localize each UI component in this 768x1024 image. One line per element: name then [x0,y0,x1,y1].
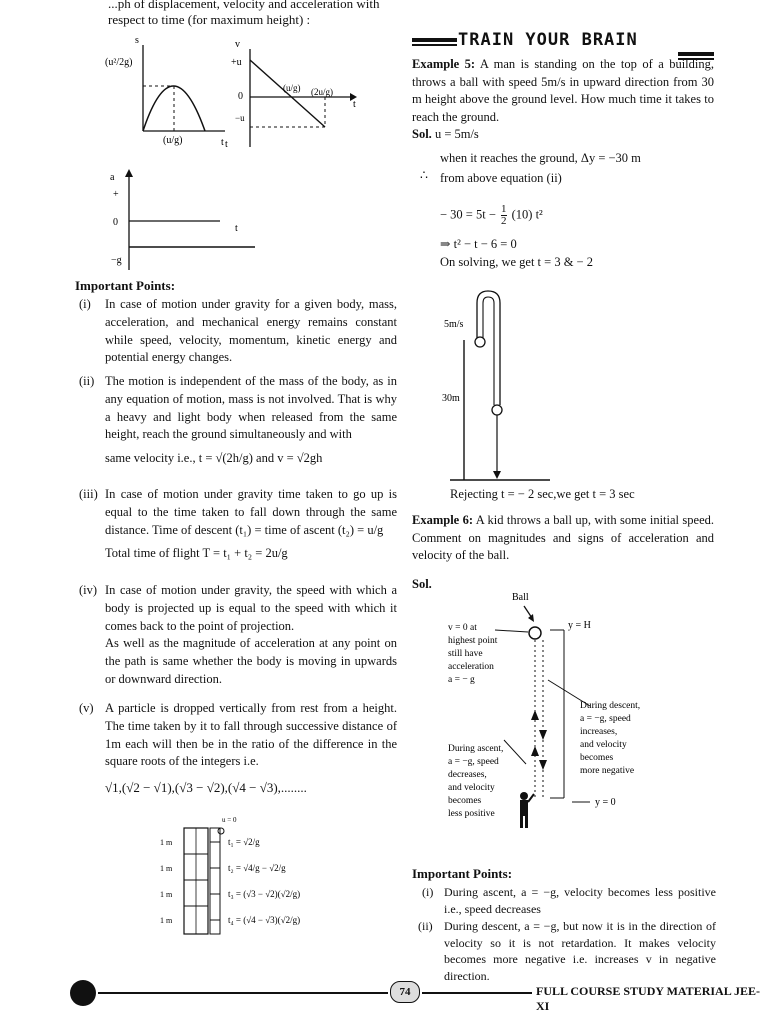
top-heading [108,0,379,28]
example-6-text: A kid throws a ball up, with some initial speed. Comment on magnitudes and signs of acceleration and velocity of the ball. [412,513,714,562]
page-number: 74 [390,981,420,1003]
point-i-text: In case of motion under gravity for a given body, mass, acceleration, and mechanical energy remains constant while speed, velocity, momentum, kinetic energy and potential energy changes. [105,297,397,365]
ladder-u0: u = 0 [222,816,237,824]
right-3: and velocity [580,740,627,750]
solution-5-line2: from above equation (ii) [440,171,562,185]
s-peak-label: (u²/2g) [105,57,133,68]
s-t-label: t [221,137,224,148]
point-ii-text: The motion is independent of the mass of the body, as in any equation of motion, mass is not involved. That is why a heavy and light body when released from the same height, reach the ground simultaneously and with [105,374,397,442]
acceleration-graph [110,169,255,270]
v-plus-u-label: +u [231,57,242,68]
point-iv-text: In case of motion under gravity, the speed with which a body is projected up is equal to the speed with which it comes back to the point of projection. [105,583,397,633]
left-bottom-0: During ascent, [448,744,504,754]
v-axis-label: v [235,39,240,50]
example-5 [412,56,714,126]
left-top-4: a = − g [448,675,475,685]
footer-rule-left [98,992,388,994]
footer-title: FULL COURSE STUDY MATERIAL JEE-XI [536,984,761,1013]
point-v-text: A particle is dropped vertically from rest from a height. The time taken by it to fall through successive distance of 1m each will then be in the ratio of the difference in the square roots of the integers i.e. [105,701,397,769]
equation-1 [440,204,543,227]
right-0: During descent, [580,701,641,711]
solution-5-label: Sol. [412,127,432,141]
equation-1-num: 1 [501,203,507,215]
left-bottom-5: less positive [448,809,495,819]
v-t-label: t [353,99,356,110]
reject-line: Rejecting t = − 2 sec,we get t = 3 sec [450,487,635,501]
solution-5-start [412,126,479,144]
left-top-1: highest point [448,636,498,646]
ladder-t1: t₁ = √2/g [228,837,260,847]
equation-1-right: (10) t² [511,207,543,222]
v-zero-label: 0 [238,91,243,102]
solution-5-u: u = 5m/s [434,127,479,141]
ball-label: Ball [512,592,529,603]
point-v [79,700,397,797]
point-iv-text2: As well as the magnitude of acceleration at any point on the path is same whether the body is moving in upwards or downward direction. [105,636,397,686]
left-top-0: v = 0 at [448,623,477,633]
right-point-ii-label: (ii) [418,919,433,933]
a-zero-label: 0 [113,217,118,228]
right-2: increases, [580,727,618,737]
top-heading-line1: ...ph of displacement, velocity and acceleration with [108,0,380,11]
motion-graphs [95,35,385,275]
a-axis-label: a [110,172,115,183]
ladder-1m-a: 1 m [160,838,173,847]
point-iv [79,582,397,689]
ball-motion-figure [440,588,660,833]
yh-label: y = H [568,620,591,631]
example-5-label: Example 5: [412,57,476,71]
ladder-1m-c: 1 m [160,890,173,899]
point-i [79,296,397,367]
point-iv-label: (iv) [79,583,98,597]
equation-3: On solving, we get t = 3 & − 2 [440,255,593,269]
point-ii-formula: same velocity i.e., t = √(2h/g) and v = √2gh [105,451,323,466]
right-point-i [422,884,716,917]
therefore-symbol: ∴ [420,168,428,182]
solution-5-line1: when it reaches the ground, Δy = −30 m [440,151,641,165]
left-bottom-1: a = −g, speed [448,757,499,767]
point-iii-formula: Total time of flight T = t₁ + t₂ = 2u/g [105,546,288,561]
point-iii [79,486,397,563]
equation-1-fraction [501,204,507,227]
solution-6-label: Sol. [412,577,432,591]
point-iii-text: In case of motion under gravity time taken to go up is equal to the time taken to fall down through the same distance. Time of descent (t₁) = time of ascent (t₂) = u/g [105,487,397,537]
ladder-t2: t₂ = √4/g − √2/g [228,863,286,873]
point-iii-label: (iii) [79,487,98,501]
point-ii [79,373,397,468]
title-bar-left [412,38,457,42]
left-top-3: acceleration [448,662,494,672]
s-xlabel: (u/g) [163,135,183,146]
figure-5ms: 5m/s [444,319,464,330]
v-ug-label: (u/g) [283,83,301,93]
falling-distance-figure [150,812,350,937]
point-v-formula: √1,(√2 − √1),(√3 − √2),(√4 − √3),........ [105,780,307,796]
displacement-graph [105,35,225,148]
a-plus-label: + [113,189,119,200]
top-heading-line2: respect to time (for maximum height) : [108,12,311,27]
left-bottom-2: decreases, [448,770,487,780]
right-point-i-text: During ascent, a = −g, velocity becomes less positive i.e., speed decreases [444,885,716,916]
equation-1-den: 2 [501,215,507,227]
right-4: becomes [580,753,614,763]
equation-2: ⇒ t² − t − 6 = 0 [440,237,517,251]
velocity-graph [225,39,357,150]
important-points-heading: Important Points: [75,278,176,293]
right-point-ii-text: During descent, a = −g, but now it is in the direction of velocity so it is not retardation. It makes velocity becomes more negative i.e. increases v in negative direction. [444,919,716,983]
v-2ug-label: (2u/g) [311,87,333,97]
title-bar-left-thin [412,44,457,46]
equation-1-left: − 30 = 5t − [440,207,496,222]
right-point-i-label: (i) [422,885,434,899]
building-throw-figure [440,285,560,485]
train-your-brain-title: TRAIN YOUR BRAIN [458,30,638,50]
figure-30m: 30m [442,393,460,404]
a-minus-g-label: −g [111,255,122,266]
right-5: more negative [580,766,635,776]
a-t-label: t [235,223,238,234]
example-6-label: Example 6: [412,513,474,527]
ladder-1m-b: 1 m [160,864,173,873]
v-minus-u-label: −u [235,113,245,123]
point-ii-label: (ii) [79,374,95,388]
example-5-text: A man is standing on the top of a building, throws a ball with speed 5m/s in upward direction from 30 m height above the ground level. How much time it takes to reach the ground. [412,57,714,124]
y0-label: y = 0 [595,797,616,808]
publisher-logo [70,980,96,1006]
example-6 [412,512,714,565]
point-v-label: (v) [79,701,94,715]
left-top-2: still have [448,649,483,659]
footer-rule-right [422,992,532,994]
point-i-label: (i) [79,297,91,311]
right-1: a = −g, speed [580,714,631,724]
ladder-t4: t₄ = (√4 − √3)(√2/g) [228,915,301,925]
ladder-1m-d: 1 m [160,916,173,925]
s-t-label-2: t [225,139,228,150]
right-point-ii [418,918,716,984]
s-axis-label: s [135,35,139,46]
ladder-t3: t₃ = (√3 − √2)(√2/g) [228,889,301,899]
left-bottom-3: and velocity [448,783,495,793]
left-bottom-4: becomes [448,796,482,806]
kid-silhouette [520,792,534,828]
important-points-right-heading: Important Points: [412,866,513,881]
